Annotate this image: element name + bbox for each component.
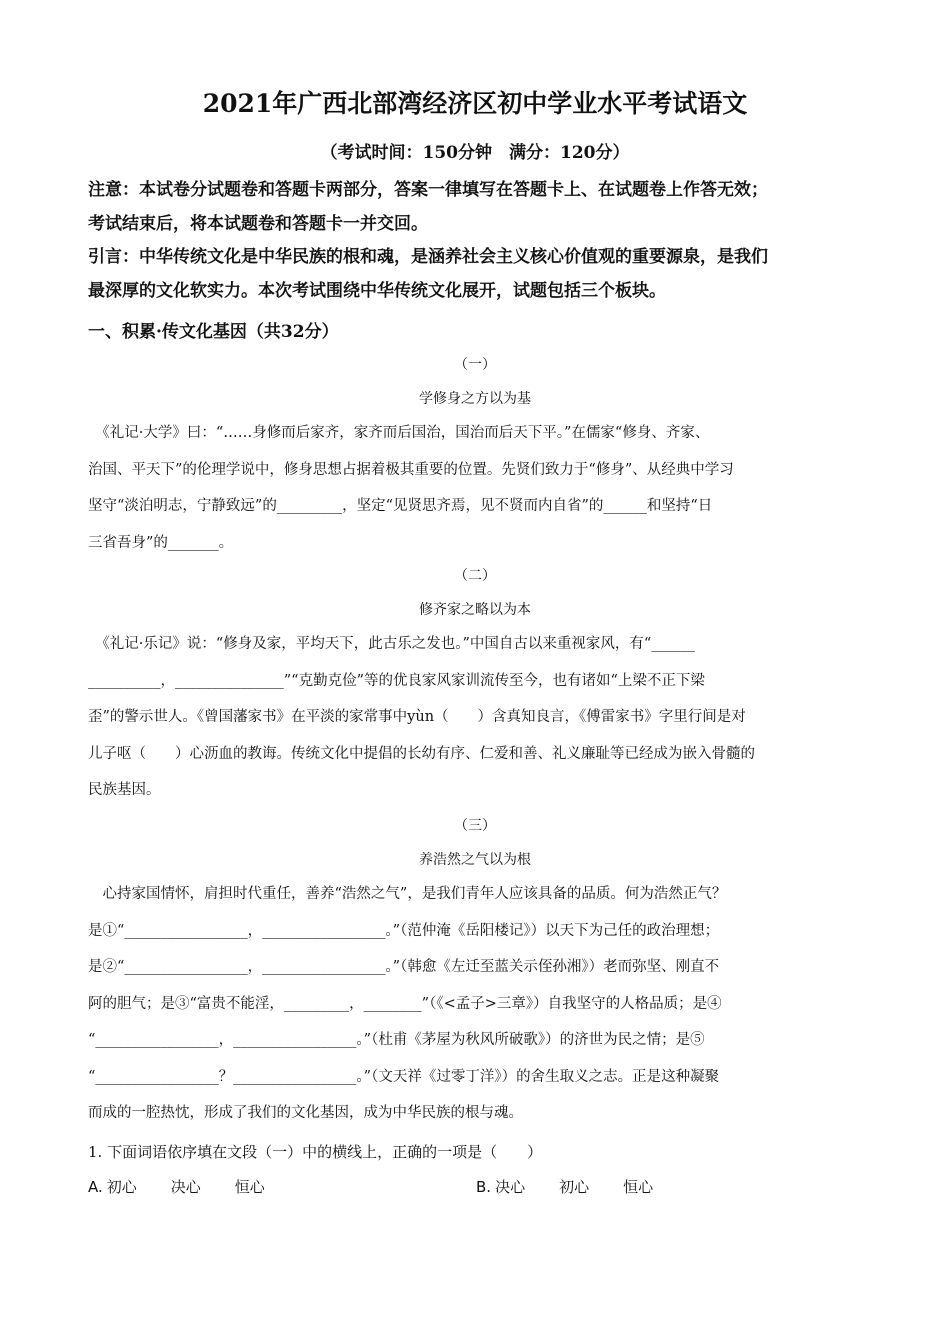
option-word: 决心 xyxy=(170,1178,201,1196)
paragraph-line: 是②“_________________，_________________。”（韩愈《左迁至蓝关示侄孙湘》）老而弥坚、刚直不 xyxy=(88,959,720,975)
paragraph-line: 《礼记·乐记》说：“修身及家，平均天下，此古乐之发也。”中国自古以来重视家风，有“______ xyxy=(88,636,695,652)
option-word: 恒心 xyxy=(234,1178,265,1196)
paragraph-line: 而成的一腔热忱，形成了我们的文化基因，成为中华民族的根与魂。 xyxy=(88,1105,523,1121)
notice-line: 考试结束后，将本试题卷和答题卡一并交回。 xyxy=(88,214,428,234)
intro xyxy=(88,240,868,308)
paragraph-line: “_________________，_________________。”（杜甫《茅屋为秋风所破歌》）的济世为民之情；是⑤ xyxy=(88,1032,705,1048)
part-title: 养浩然之气以为根 xyxy=(419,852,531,868)
option-word: 初心 xyxy=(106,1178,137,1196)
paragraph-line: 阿的胆气；是③“富贵不能淫，_________，________”（《<孟子>三章》）自我坚守的人格品质；是④ xyxy=(88,995,722,1012)
exam-subtitle: （考试时间：150分钟 满分：120分） xyxy=(320,143,630,163)
option-b[interactable] xyxy=(476,1175,687,1199)
paragraph-line: 坚守“淡泊明志，宁静致远”的_________，坚定“见贤思齐焉，见不贤而内自省”的______和坚持“日 xyxy=(88,498,713,514)
option-word: 恒心 xyxy=(623,1178,654,1196)
part-number: （一） xyxy=(454,357,496,373)
part-paragraph xyxy=(88,626,868,809)
paragraph-line: 儿子呕（ ）心沥血的教诲。传统文化中提倡的长幼有序、仁爱和善、礼义廉耻等已经成为嵌入骨髓的 xyxy=(88,745,755,762)
part-paragraph xyxy=(88,415,868,561)
section-heading: 一、积累·传文化基因（共32分） xyxy=(88,322,339,342)
option-word: 初心 xyxy=(559,1178,590,1196)
intro-line: 引言：中华传统文化是中华民族的根和魂，是涵养社会主义核心价值观的重要源泉，是我们 xyxy=(88,247,768,267)
intro-line: 最深厚的文化软实力。本次考试围绕中华传统文化展开，试题包括三个板块。 xyxy=(88,281,666,301)
part-number: （三） xyxy=(454,818,496,834)
paragraph-line: 心持家国情怀，肩担时代重任，善养“浩然之气”，是我们青年人应该具备的品质。何为浩然正气？ xyxy=(88,886,727,902)
part-title: 修齐家之略以为本 xyxy=(419,602,531,618)
notice-line: 注意：本试卷分试题卷和答题卡两部分，答案一律填写在答题卡上、在试题卷上作答无效； xyxy=(88,180,768,200)
paragraph-line: 是①“_________________，_________________。”（范仲淹《岳阳楼记》）以天下为己任的政治理想； xyxy=(88,922,720,939)
paragraph-line: 三省吾身”的_______。 xyxy=(88,534,234,551)
option-letter: B. xyxy=(476,1178,492,1196)
part-title: 学修身之方以为基 xyxy=(419,391,531,407)
paragraph-line: 治国、平天下”的伦理学说中，修身思想占据着极其重要的位置。先贤们致力于“修身”、从经典中学习 xyxy=(88,461,734,478)
paragraph-line: “_________________？_________________。”（文天祥《过零丁洋》）的舍生取义之志。正是这种凝聚 xyxy=(88,1068,720,1085)
paragraph-line: 《礼记·大学》曰：“……身修而后家齐，家齐而后国治，国治而后天下平。”在儒家“修身、齐家、 xyxy=(88,425,710,441)
option-a[interactable] xyxy=(88,1175,299,1199)
part-number: （二） xyxy=(454,568,496,584)
paragraph-line: 民族基因。 xyxy=(88,782,161,798)
paragraph-line: __________，_______________”“克勤克俭”等的优良家风家训流传至今，也有诸如“上梁不正下梁 xyxy=(88,672,705,689)
paragraph-line: 歪”的警示世人。《曾国藩家书》在平淡的家常事中yùn（ ）含真知良言，《傅雷家书》字里行间是对 xyxy=(88,709,746,725)
exam-title: 2021年广西北部湾经济区初中学业水平考试语文 xyxy=(202,89,748,118)
notice xyxy=(88,173,868,241)
option-word: 决心 xyxy=(495,1178,526,1196)
question-stem: 1. 下面词语依序填在文段（一）中的横线上，正确的一项是（ ） xyxy=(88,1143,543,1161)
option-letter: A. xyxy=(88,1178,103,1196)
part-paragraph xyxy=(88,876,868,1132)
